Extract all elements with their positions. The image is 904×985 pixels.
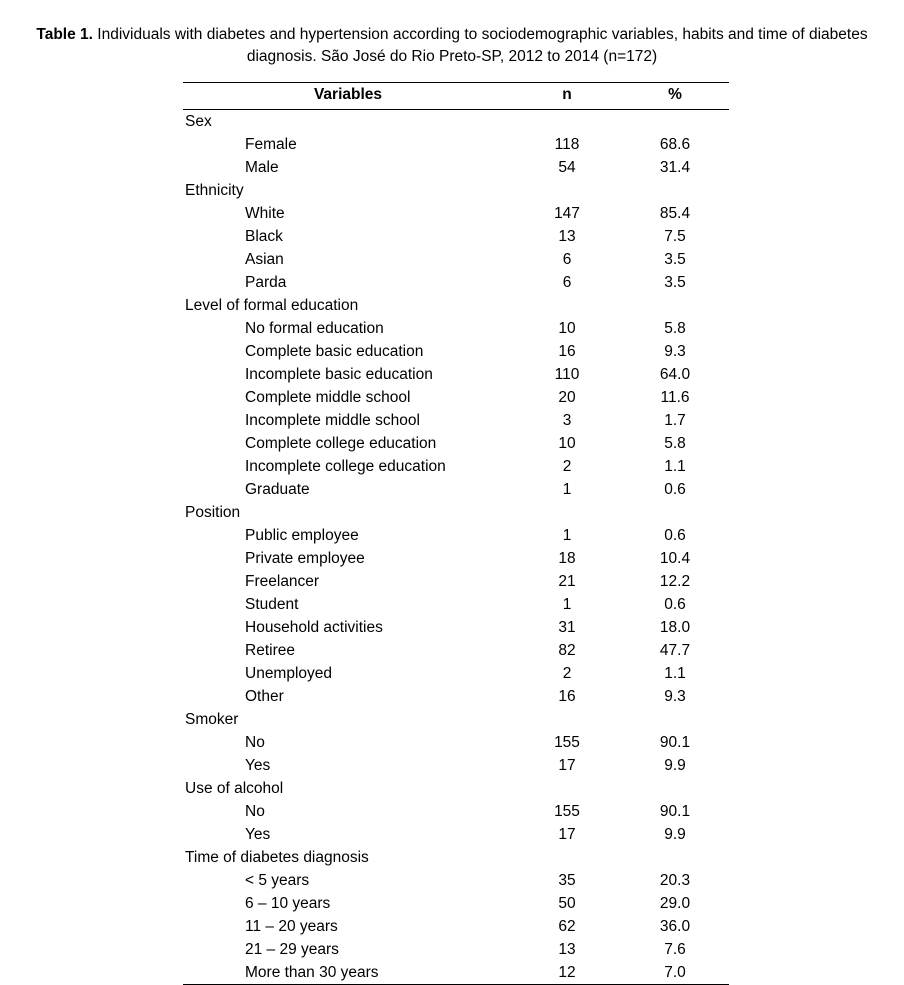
table-row <box>183 271 729 294</box>
cell-n: 21 <box>558 573 576 590</box>
table-group-row <box>183 777 729 800</box>
table-row <box>183 225 729 248</box>
cell-n: 1 <box>562 481 572 498</box>
cell-percent: 47.7 <box>659 642 691 659</box>
variable-label: Black <box>245 228 283 245</box>
variable-label: 21 – 29 years <box>245 941 339 958</box>
variable-label: No formal education <box>245 320 384 337</box>
cell-n <box>513 294 621 317</box>
cell-n: 16 <box>558 343 576 360</box>
table-row <box>183 478 729 501</box>
table-row <box>183 869 729 892</box>
cell-percent: 20.3 <box>659 872 691 889</box>
cell-percent: 3.5 <box>664 274 686 291</box>
group-label: Level of formal education <box>185 297 359 314</box>
table-caption <box>22 24 882 68</box>
cell-percent: 31.4 <box>659 159 691 176</box>
cell-percent <box>621 501 729 524</box>
table-row <box>183 202 729 225</box>
cell-percent: 9.9 <box>664 757 686 774</box>
variable-label: Complete middle school <box>245 389 411 406</box>
table-row <box>183 754 729 777</box>
cell-n <box>513 179 621 202</box>
variable-label: 11 – 20 years <box>245 918 338 935</box>
variable-label: Incomplete college education <box>245 458 446 475</box>
table-row <box>183 156 729 179</box>
table-row <box>183 823 729 846</box>
variable-label: Complete college education <box>245 435 437 452</box>
table-caption-label: Table 1. <box>36 26 93 43</box>
variable-label: No <box>245 734 265 751</box>
variable-label: Retiree <box>245 642 295 659</box>
cell-percent: 64.0 <box>659 366 691 383</box>
cell-n: 16 <box>558 688 576 705</box>
cell-n: 147 <box>554 205 580 222</box>
variable-label: < 5 years <box>245 872 310 889</box>
table-body <box>183 110 729 985</box>
table-row <box>183 133 729 156</box>
cell-n: 118 <box>554 136 580 153</box>
cell-percent: 90.1 <box>659 734 691 751</box>
cell-n: 35 <box>558 872 576 889</box>
table-row <box>183 386 729 409</box>
table-row <box>183 639 729 662</box>
group-label: Smoker <box>185 711 239 728</box>
group-label: Position <box>185 504 241 521</box>
cell-percent: 18.0 <box>659 619 691 636</box>
table-row <box>183 248 729 271</box>
table-group-row <box>183 501 729 524</box>
cell-n: 82 <box>558 642 576 659</box>
table-row <box>183 892 729 915</box>
variable-label: Asian <box>245 251 284 268</box>
table-row <box>183 938 729 961</box>
cell-n: 12 <box>513 961 621 985</box>
group-label: Use of alcohol <box>185 780 284 797</box>
cell-n: 110 <box>554 366 580 383</box>
table-group-row <box>183 294 729 317</box>
cell-percent: 1.1 <box>664 458 686 475</box>
variable-label: Freelancer <box>245 573 320 590</box>
cell-n: 62 <box>558 918 576 935</box>
cell-n: 2 <box>562 458 572 475</box>
cell-percent: 9.3 <box>664 343 686 360</box>
table-row <box>183 340 729 363</box>
table-row <box>183 731 729 754</box>
variable-label: White <box>245 205 285 222</box>
cell-n: 18 <box>558 550 576 567</box>
group-label: Ethnicity <box>185 182 244 199</box>
group-label: Time of diabetes diagnosis <box>185 849 369 866</box>
cell-percent: 7.5 <box>664 228 686 245</box>
table-group-row <box>183 846 729 869</box>
variable-label: Unemployed <box>245 665 333 682</box>
variable-label: 6 – 10 years <box>245 895 331 912</box>
cell-percent: 11.6 <box>660 389 690 406</box>
table-header-row <box>183 83 729 110</box>
cell-percent: 1.1 <box>664 665 686 682</box>
cell-percent: 5.8 <box>664 435 686 452</box>
table-row <box>183 685 729 708</box>
cell-n: 54 <box>558 159 576 176</box>
table-row <box>183 524 729 547</box>
group-label: Sex <box>185 113 212 130</box>
variable-label: Private employee <box>245 550 365 567</box>
cell-percent <box>621 708 729 731</box>
cell-percent: 3.5 <box>664 251 686 268</box>
variable-label: Yes <box>245 826 271 843</box>
diabetes-hypertension-table <box>183 82 729 985</box>
cell-n <box>513 501 621 524</box>
cell-n: 6 <box>562 274 572 291</box>
cell-percent: 90.1 <box>659 803 691 820</box>
cell-percent <box>621 179 729 202</box>
cell-n: 3 <box>562 412 572 429</box>
table-group-row <box>183 179 729 202</box>
cell-n <box>513 708 621 731</box>
cell-n <box>513 846 621 869</box>
cell-n: 31 <box>558 619 576 636</box>
cell-percent: 10.4 <box>659 550 691 567</box>
variable-label: Yes <box>245 757 271 774</box>
cell-n <box>513 110 621 134</box>
cell-percent: 29.0 <box>659 895 691 912</box>
cell-n: 10 <box>558 435 576 452</box>
cell-percent: 7.6 <box>664 941 686 958</box>
table-group-row <box>183 708 729 731</box>
table-container <box>175 82 729 985</box>
table-row <box>183 593 729 616</box>
table-row <box>183 800 729 823</box>
cell-n: 13 <box>558 941 576 958</box>
cell-n: 2 <box>562 665 572 682</box>
variable-label: Public employee <box>245 527 359 544</box>
variable-label: Incomplete middle school <box>245 412 420 429</box>
variable-label: Male <box>245 159 279 176</box>
table-row <box>183 363 729 386</box>
variable-label: Incomplete basic education <box>245 366 433 383</box>
table-row <box>183 570 729 593</box>
variable-label: More than 30 years <box>183 961 513 985</box>
variable-label: Household activities <box>245 619 383 636</box>
cell-percent <box>621 110 729 134</box>
cell-percent: 0.6 <box>664 481 686 498</box>
cell-n: 13 <box>558 228 576 245</box>
cell-percent: 36.0 <box>659 918 691 935</box>
column-header-variables: Variables <box>183 83 513 110</box>
variable-label: Student <box>245 596 299 613</box>
cell-percent: 5.8 <box>664 320 686 337</box>
table-group-row <box>183 110 729 134</box>
table-header <box>183 83 729 110</box>
cell-n: 20 <box>558 389 576 406</box>
cell-percent: 1.7 <box>664 412 686 429</box>
table-row <box>183 662 729 685</box>
cell-n: 155 <box>554 803 580 820</box>
cell-n: 50 <box>558 895 576 912</box>
variable-label: Graduate <box>245 481 310 498</box>
table-row <box>183 409 729 432</box>
cell-percent: 12.2 <box>659 573 691 590</box>
cell-percent: 0.6 <box>664 596 686 613</box>
cell-n: 10 <box>558 320 576 337</box>
column-header-n: n <box>513 83 621 110</box>
cell-percent: 7.0 <box>621 961 729 985</box>
table-row <box>183 961 729 985</box>
variable-label: Other <box>245 688 284 705</box>
cell-percent <box>621 777 729 800</box>
cell-percent <box>621 846 729 869</box>
variable-label: Female <box>245 136 297 153</box>
cell-percent: 9.3 <box>664 688 686 705</box>
table-row <box>183 317 729 340</box>
cell-percent: 85.4 <box>659 205 691 222</box>
cell-percent <box>621 294 729 317</box>
variable-label: Parda <box>245 274 287 291</box>
cell-percent: 9.9 <box>664 826 686 843</box>
cell-n: 17 <box>558 757 576 774</box>
cell-n: 6 <box>562 251 572 268</box>
table-row <box>183 455 729 478</box>
cell-percent: 68.6 <box>659 136 691 153</box>
table-row <box>183 432 729 455</box>
cell-n: 155 <box>554 734 580 751</box>
variable-label: No <box>245 803 265 820</box>
table-row <box>183 547 729 570</box>
table-caption-text: Individuals with diabetes and hypertension according to sociodemographic variables, habits and time of diabetes diagnosis. São José do Rio Preto-SP, 2012 to 2014 (n=172) <box>92 26 868 65</box>
table-row <box>183 616 729 639</box>
cell-n <box>513 777 621 800</box>
cell-n: 1 <box>562 527 572 544</box>
cell-percent: 0.6 <box>664 527 686 544</box>
table-row <box>183 915 729 938</box>
cell-n: 17 <box>558 826 576 843</box>
cell-n: 1 <box>562 596 572 613</box>
variable-label: Complete basic education <box>245 343 424 360</box>
column-header-percent: % <box>621 83 729 110</box>
